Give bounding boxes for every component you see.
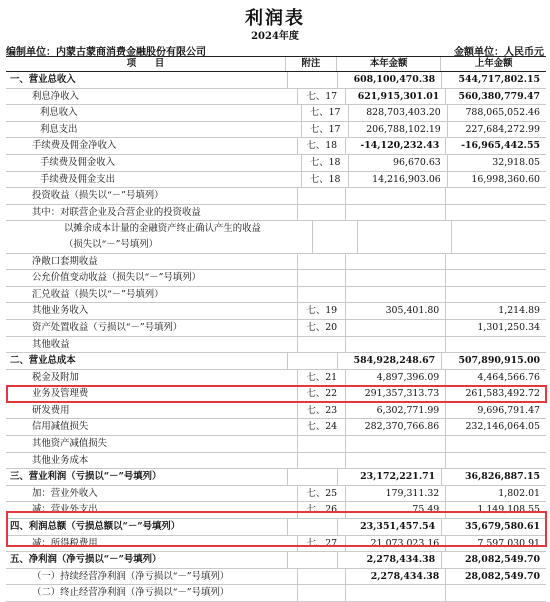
table-row (6, 353, 546, 370)
table-row (6, 386, 546, 403)
table-row (6, 122, 546, 139)
row-current: 179,311.32 (346, 486, 446, 502)
table-row (6, 221, 546, 237)
row-previous: 544,717,802.15 (458, 74, 541, 85)
row-previous: 261,583,492.72 (465, 388, 540, 400)
row-item: 公允价值变动收益（损失以“－”号填列） (6, 270, 298, 286)
row-previous (446, 453, 546, 469)
row-item: 以摊余成本计量的金融资产终止确认产生的收益 (6, 221, 313, 237)
row-note (298, 569, 346, 585)
header-item: 项 目 (6, 57, 286, 71)
header-current: 本年金额 (337, 57, 442, 71)
table-row (6, 585, 546, 602)
row-previous: 28,082,549.70 (464, 570, 540, 582)
row-note (298, 270, 346, 286)
row-item: （一）持续经营净利润（净亏损以“－”号填列） (6, 569, 298, 585)
table-row (6, 138, 546, 155)
row-previous: 507,890,915.00 (458, 355, 541, 367)
row-current (346, 320, 446, 336)
row-item: 手续费及佣金净收入 (6, 138, 298, 154)
row-item: 利息净收入 (6, 89, 298, 105)
row-item: 利息支出 (6, 122, 302, 138)
row-current (346, 585, 446, 601)
header-note: 附注 (286, 57, 337, 71)
row-current: 282,370,766.86 (346, 419, 446, 435)
row-current (358, 221, 452, 237)
row-item: 手续费及佣金支出 (6, 172, 302, 188)
row-item: 其他资产减值损失 (6, 436, 298, 452)
income-statement-table (6, 56, 546, 602)
row-item: 减：营业外支出 (6, 502, 298, 518)
table-row (6, 436, 546, 453)
row-current: 206,788,102.19 (349, 122, 447, 138)
table-row (6, 536, 546, 553)
row-current: 6,302,771.99 (346, 403, 446, 419)
row-previous: 28,082,549.70 (464, 554, 541, 566)
row-note: 七、18 (302, 172, 350, 188)
row-item: （二）终止经营净利润（净亏损以“－”号填列） (6, 585, 298, 601)
row-current: 14,216,903.06 (349, 172, 447, 188)
row-previous: 1,301,250.34 (477, 321, 540, 333)
row-item: 信用减值损失 (6, 419, 298, 435)
row-previous: 1,802.01 (498, 487, 540, 499)
row-current: 291,357,313.73 (346, 386, 446, 402)
row-current (346, 254, 446, 270)
row-current: 23,351,457.54 (338, 519, 442, 535)
row-note (298, 585, 346, 601)
row-item: 五、净利润（净亏损以“－”号填列） (6, 552, 288, 568)
row-note (298, 453, 346, 469)
row-note: 七、26 (298, 502, 346, 518)
row-note: 七、23 (298, 403, 346, 419)
table-row-credit-impairment (6, 419, 546, 436)
row-item: 税金及附加 (6, 370, 298, 386)
company-name: 编制单位：内蒙古蒙商消费金融股份有限公司 (6, 47, 206, 58)
table-row (6, 370, 546, 387)
row-item: 一、营业总收入 (6, 72, 288, 88)
row-previous: 1,149,108.55 (477, 504, 540, 516)
row-current (358, 237, 452, 253)
row-item: 其他业务成本 (6, 453, 298, 469)
row-previous: 9,696,791.47 (477, 404, 540, 416)
table-row (6, 254, 546, 271)
row-note (298, 254, 346, 270)
row-current: 23,172,221.71 (338, 469, 442, 485)
row-item: 其他收益 (6, 337, 298, 353)
table-row (6, 403, 546, 420)
row-note (298, 436, 346, 452)
table-row (6, 172, 546, 189)
row-item: 净敞口套期收益 (6, 254, 298, 270)
row-item: （损失以“－”号填列） (6, 237, 313, 253)
row-previous: 35,679,580.61 (464, 521, 541, 533)
report-title: 利润表 (245, 8, 305, 29)
table-row (6, 453, 546, 470)
row-item: 减：所得税费用 (6, 536, 298, 552)
currency-unit: 金额单位：人民币元 (454, 47, 544, 58)
table-row (6, 469, 546, 486)
row-previous (446, 254, 546, 270)
row-previous: 227,684,272.99 (465, 123, 540, 135)
table-row (6, 287, 546, 304)
row-note: 七、21 (298, 370, 346, 386)
row-note (288, 519, 338, 535)
row-note (288, 469, 338, 485)
row-current: 828,703,403.20 (349, 105, 447, 121)
row-previous: 232,146,064.05 (465, 421, 540, 433)
table-row (6, 155, 546, 172)
row-previous: 36,826,887.15 (464, 471, 541, 483)
table-row (6, 89, 546, 106)
row-current (346, 188, 446, 204)
row-note: 七、18 (298, 138, 346, 154)
row-item: 研发费用 (6, 403, 298, 419)
row-previous: 7,597,030.91 (477, 537, 540, 549)
row-note: 七、25 (298, 486, 346, 502)
row-current (346, 453, 446, 469)
row-current: 75.49 (346, 502, 446, 518)
row-previous: 32,918.05 (492, 156, 540, 168)
row-previous (452, 237, 546, 253)
row-current: 96,670.63 (349, 155, 447, 171)
row-item: 四、利润总额（亏损总额以“－”号填列） (6, 519, 288, 535)
row-note: 七、17 (298, 89, 346, 105)
row-previous (446, 188, 546, 204)
row-note (298, 188, 346, 204)
row-previous: 560,380,779.47 (458, 90, 540, 102)
row-current: 621,915,301.01 (346, 89, 446, 105)
row-note: 七、22 (298, 386, 346, 402)
table-row (6, 337, 546, 354)
report-period: 2024年度 (251, 31, 299, 42)
table-row (6, 303, 546, 320)
row-previous (452, 221, 546, 237)
table-row (6, 270, 546, 287)
row-item: 三、营业利润（亏损以“－”号填列） (6, 469, 288, 485)
table-row-net-profit (6, 552, 546, 569)
row-note (298, 205, 346, 221)
row-previous (446, 585, 546, 601)
row-current: 2,278,434.38 (338, 552, 442, 568)
row-previous (446, 287, 546, 303)
row-note: 七、17 (302, 105, 350, 121)
row-item: 手续费及佣金收入 (6, 155, 302, 171)
row-previous (446, 436, 546, 452)
row-note (298, 337, 346, 353)
table-row (6, 502, 546, 519)
row-note (313, 237, 358, 253)
row-current: 305,401.80 (346, 303, 446, 319)
row-current (346, 287, 446, 303)
row-note (288, 552, 338, 568)
table-header-row (6, 57, 546, 72)
table-row (6, 320, 546, 337)
table-row (6, 237, 546, 254)
row-previous: 4,464,566.76 (477, 371, 540, 383)
row-note: 七、17 (302, 122, 350, 138)
row-previous: 788,065,052.46 (465, 107, 540, 119)
row-current (346, 270, 446, 286)
row-current: -14,120,232.43 (346, 138, 446, 154)
row-previous (446, 337, 546, 353)
row-item: 其他业务收入 (6, 303, 298, 319)
row-item: 资产处置收益（亏损以“－”号填列） (6, 320, 298, 336)
row-note: 七、19 (298, 303, 346, 319)
row-note: 七、27 (298, 536, 346, 552)
table-row (6, 105, 546, 122)
row-current (346, 205, 446, 221)
row-current: 2,278,434.38 (346, 569, 446, 585)
row-item: 加：营业外收入 (6, 486, 298, 502)
row-previous: 16,998,360.60 (471, 173, 540, 185)
row-current: 4,897,396.09 (346, 370, 446, 386)
row-note: 七、18 (302, 155, 350, 171)
row-previous (446, 270, 546, 286)
table-row (6, 72, 546, 89)
row-previous (446, 205, 546, 221)
table-row (6, 205, 546, 222)
table-row (6, 188, 546, 205)
row-note (313, 221, 358, 237)
table-row (6, 519, 546, 536)
row-current: 21,073,023.16 (346, 536, 446, 552)
row-note (288, 353, 338, 369)
row-item: 其中：对联营企业及合营企业的投资收益 (6, 205, 298, 221)
row-current: 608,100,470.38 (338, 72, 442, 88)
row-current (346, 337, 446, 353)
row-note: 七、20 (298, 320, 346, 336)
row-previous: -16,965,442.55 (461, 140, 540, 152)
row-item: 业务及管理费 (6, 386, 298, 402)
header-previous: 上年金额 (474, 58, 513, 69)
row-previous: 1,214.89 (498, 305, 540, 317)
row-note: 七、24 (298, 419, 346, 435)
row-item: 二、营业总成本 (6, 353, 288, 369)
table-row (6, 486, 546, 503)
row-note (298, 287, 346, 303)
row-current: 584,928,248.67 (338, 353, 442, 369)
row-item: 投资收益（损失以“－”号填列） (6, 188, 298, 204)
row-item: 利息收入 (6, 105, 302, 121)
row-current (346, 436, 446, 452)
table-row-continuing-ops (6, 569, 546, 586)
row-note (288, 72, 338, 88)
row-item: 汇兑收益（损失以“－”号填列） (6, 287, 298, 303)
